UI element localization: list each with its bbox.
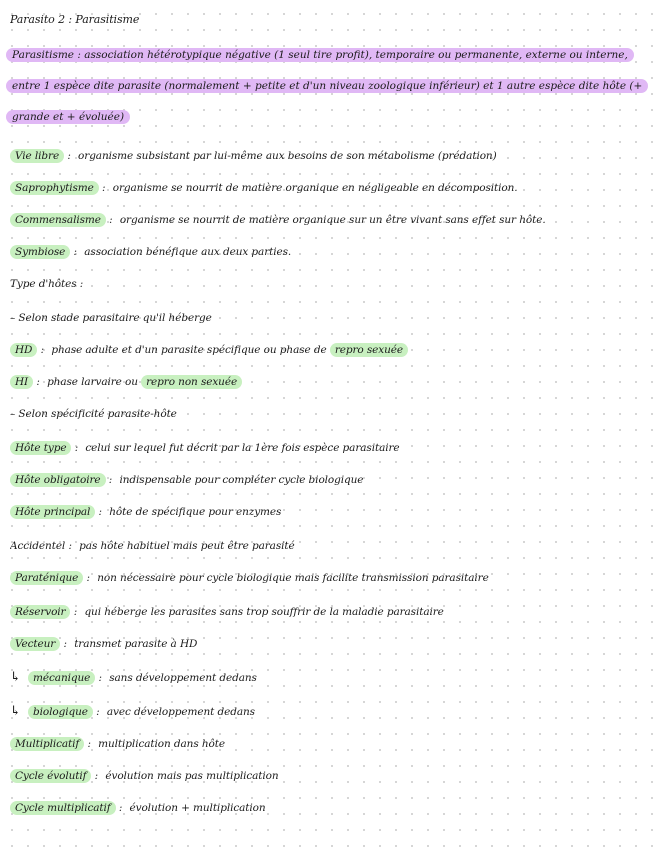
entry-text: organisme subsistant par lui-même aux besoins de son métabolisme (prédation) [78,150,497,162]
entry-text: sans développement dedans [109,672,257,684]
entry-term: Multiplicatif [10,737,84,751]
by-parasite-stage: – Selon stade parasitaire qu'il héberge [10,312,212,324]
definition-text: association hétérotypique négative (1 seul tire profit), temporaire ou permanente, externe ou interne, entre 1 espèce dite parasite (normalement + petite et d'un niveau zoologique inférieur) et 1 autre espèce dite hôte (+ grande et + évoluée) [12,49,643,123]
entry-text: avec développement dedans [106,706,255,718]
entry-term: Hôte type [10,441,71,455]
entry-hd: HD : phase adulte et d'un parasite spécifique ou phase de repro sexuée [10,340,646,360]
types-heading: Type d'hôtes : [10,278,84,290]
entry-vecteur: Vecteur : transmet parasite à HD [10,634,646,654]
entry-term: Vecteur [10,637,60,651]
sub-arrow-icon: ↳ [10,704,21,719]
entry-saprophytisme: Saprophytisme : organisme se nourrit de matière organique en négligeable en décomposition. [10,178,646,198]
entry-text: évolution mais pas multiplication [105,770,279,782]
entry-term: Cycle multiplicatif [10,801,116,815]
entry-term: biologique [28,705,93,719]
entry-text: organisme se nourrit de matière organique sur un être vivant sans effet sur hôte. [119,214,546,226]
entry-term: Hôte principal [10,505,95,519]
entry-cycle-evolutif: Cycle évolutif : évolution mais pas multiplication [10,766,646,786]
entry-text: transmet parasite à HD [74,638,198,650]
entry-vecteur-biologique: ↳ biologique : avec développement dedans [10,704,255,719]
entry-cycle-multiplicatif: Cycle multiplicatif : évolution + multiplication [10,798,646,818]
definition-highlight: Parasitisme : association hétérotypique négative (1 seul tire profit), temporaire ou permanente, externe ou interne, entre 1 espèce dite parasite (normalement + petite et d'un niveau zoologique inférieur) et 1 autre espèce dite hôte (+ grande et + évoluée) [6,48,648,124]
entry-vie-libre: Vie libre : organisme subsistant par lui-même aux besoins de son métabolisme (prédation) [10,146,646,166]
entry-term: Cycle évolutif [10,769,91,783]
entry-text: organisme se nourrit de matière organique en négligeable en décomposition. [112,182,518,194]
entry-term: Vie libre [10,149,64,163]
entry-vecteur-mecanique: ↳ mécanique : sans développement dedans [10,670,257,685]
entry-symbiose: Symbiose : association bénéfique aux deux parties. [10,242,646,262]
entry-term: mécanique [28,671,95,685]
entry-text: évolution + multiplication [129,802,266,814]
by-specificity: – Selon spécificité parasite-hôte [10,408,177,420]
entry-multiplicatif: Multiplicatif : multiplication dans hôte [10,734,646,754]
entry-text: phase adulte et d'un parasite spécifique ou phase de [51,344,327,356]
entry-term: Hôte obligatoire [10,473,106,487]
entry-text: qui héberge les parasites sans trop souffrir de la maladie parasitaire [84,606,444,618]
entry-highlight: repro non sexuée [141,375,242,389]
entry-hote-principal: Hôte principal : hôte de spécifique pour enzymes [10,502,646,522]
entry-term: Commensalisme [10,213,106,227]
entry-text: association bénéfique aux deux parties. [84,246,292,258]
entry-text: hôte de spécifique pour enzymes [109,506,282,518]
entry-text: celui sur lequel fut décrit par la 1ère fois espèce parasitaire [85,442,400,454]
entry-accidentel: Accidentel : pas hôte habituel mais peut être parasité [10,540,295,552]
entry-term: Réservoir [10,605,70,619]
page-title: Parasito 2 : Parasitisme [10,13,140,26]
sub-arrow-icon: ↳ [10,670,21,685]
entry-highlight: repro sexuée [330,343,408,357]
entry-term: HD [10,343,37,357]
entry-term: Symbiose [10,245,70,259]
entry-text: pas hôte habituel mais peut être parasité [79,540,295,552]
entry-text: indispensable pour compléter cycle biologique [119,474,364,486]
entry-term: HI [10,375,33,389]
entry-paratenique: Paraténique : non nécessaire pour cycle biologique mais facilite transmission parasitaire [10,568,646,588]
entry-reservoir: Réservoir : qui héberge les parasites sans trop souffrir de la maladie parasitaire [10,602,646,622]
entry-hi: HI : phase larvaire ou repro non sexuée [10,372,646,392]
entry-term: Paraténique [10,571,83,585]
entry-text: multiplication dans hôte [98,738,225,750]
entry-term: Accidentel [10,540,66,552]
entry-hote-obligatoire: Hôte obligatoire : indispensable pour compléter cycle biologique [10,470,646,490]
entry-term: Saprophytisme [10,181,99,195]
entry-hote-type: Hôte type : celui sur lequel fut décrit par la 1ère fois espèce parasitaire [10,438,646,458]
parasitism-definition [6,40,648,133]
entry-text: phase larvaire ou [47,376,138,388]
definition-term: Parasitisme [12,49,75,61]
entry-text: non nécessaire pour cycle biologique mais facilite transmission parasitaire [97,572,489,584]
entry-commensalisme: Commensalisme : organisme se nourrit de matière organique sur un être vivant sans effet sur hôte. [10,210,646,230]
